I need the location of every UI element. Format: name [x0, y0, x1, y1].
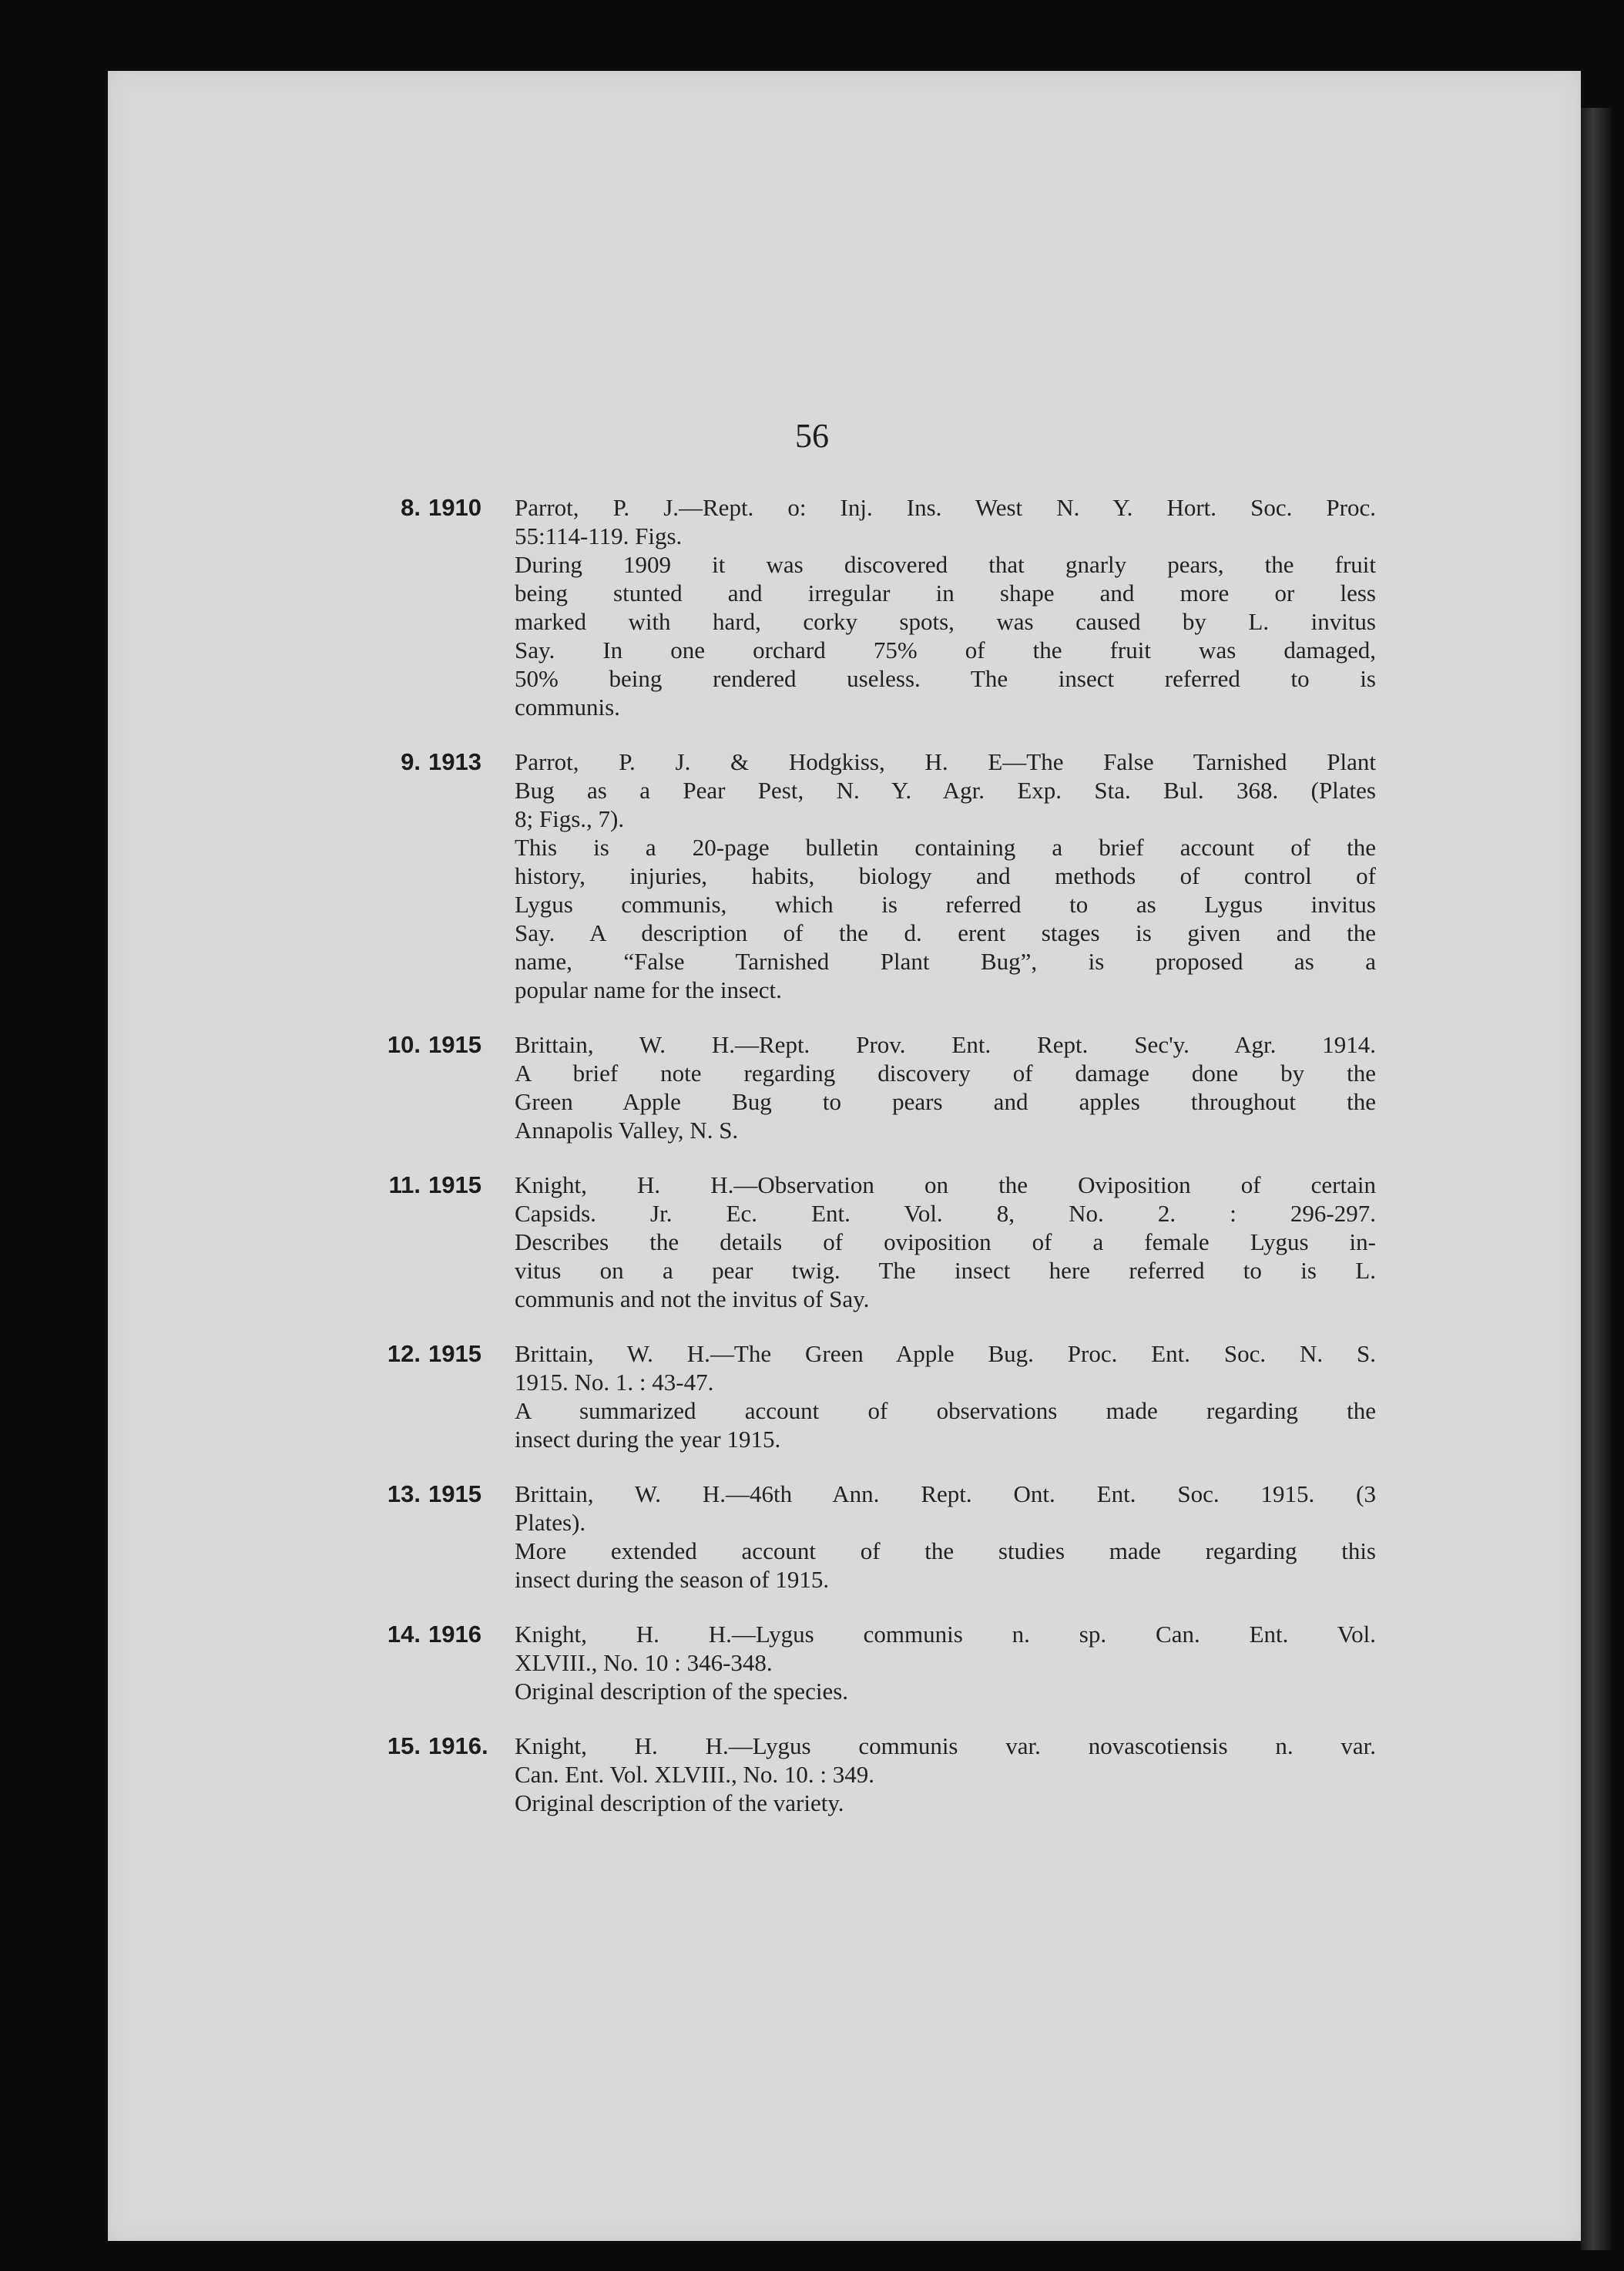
- entry-text-line: insect during the season of 1915.: [515, 1566, 830, 1593]
- entry-number: 12.: [387, 1340, 421, 1367]
- entry-year: 1916: [428, 1621, 481, 1648]
- entry-text-line: Brittain, W. H.—Rept. Prov. Ent. Rept. Sec'y. Agr. 1914.: [515, 1031, 1376, 1058]
- entry-number: 10.: [387, 1031, 421, 1058]
- bibliography-entry: [0, 493, 1624, 721]
- page-number: 56: [795, 417, 829, 455]
- entry-text-line: Say. A description of the d. erent stages is given and the: [515, 919, 1376, 946]
- entry-text-line: 8; Figs., 7).: [515, 805, 625, 832]
- entry-year: 1910: [428, 494, 481, 521]
- entry-text-line: communis.: [515, 694, 620, 721]
- entry-text-line: Green Apple Bug to pears and apples throughout the: [515, 1088, 1376, 1115]
- entry-text-line: being stunted and irregular in shape and more or less: [515, 580, 1376, 606]
- entry-year: 1915: [428, 1480, 481, 1507]
- entry-text-line: Parrot, P. J.—Rept. o: Inj. Ins. West N. Y. Hort. Soc. Proc.: [515, 494, 1376, 521]
- entry-text-line: insect during the year 1915.: [515, 1426, 781, 1453]
- entry-text-line: XLVIII., No. 10 : 346-348.: [515, 1649, 773, 1676]
- entry-text-line: Knight, H. H.—Observation on the Oviposition of certain: [515, 1171, 1376, 1198]
- entry-text-line: Capsids. Jr. Ec. Ent. Vol. 8, No. 2. : 296-297.: [515, 1200, 1376, 1227]
- bibliography-entry: [0, 1030, 1624, 1144]
- entry-text-line: 1915. No. 1. : 43-47.: [515, 1369, 714, 1396]
- entry-year: 1915: [428, 1340, 481, 1367]
- bibliography-entry: [0, 1480, 1624, 1594]
- entry-text-line: Lygus communis, which is referred to as Lygus invitus: [515, 891, 1376, 918]
- entry-text-line: history, injuries, habits, biology and methods of control of: [515, 862, 1376, 889]
- entry-number: 15.: [387, 1732, 421, 1759]
- entry-text-line: marked with hard, corky spots, was caused by L. invitus: [515, 608, 1376, 635]
- entry-number: 13.: [387, 1480, 421, 1507]
- entry-text-line: Brittain, W. H.—46th Ann. Rept. Ont. Ent. Soc. 1915. (3: [515, 1480, 1376, 1507]
- entry-text-line: Knight, H. H.—Lygus communis n. sp. Can. Ent. Vol.: [515, 1621, 1376, 1648]
- bibliography-entry: [0, 1171, 1624, 1313]
- bibliography-list: [0, 493, 1624, 1843]
- bibliography-entry: [0, 747, 1624, 1004]
- entry-year: 1915: [428, 1171, 481, 1198]
- entry-number: 8.: [401, 494, 421, 521]
- entry-text-line: Say. In one orchard 75% of the fruit was damaged,: [515, 637, 1376, 663]
- entry-text-line: popular name for the insect.: [515, 976, 782, 1003]
- bibliography-entry: [0, 1732, 1624, 1817]
- entry-text-line: A summarized account of observations made regarding the: [515, 1397, 1376, 1424]
- bibliography-entry: [0, 1620, 1624, 1705]
- entry-text-line: Brittain, W. H.—The Green Apple Bug. Proc. Ent. Soc. N. S.: [515, 1340, 1376, 1367]
- entry-text-line: Knight, H. H.—Lygus communis var. novascotiensis n. var.: [515, 1732, 1376, 1759]
- entry-text-line: Annapolis Valley, N. S.: [515, 1117, 739, 1144]
- entry-year: 1916.: [428, 1732, 488, 1759]
- entry-text-line: Describes the details of oviposition of a female Lygus in-: [515, 1228, 1376, 1255]
- entry-text-line: 55:114-119. Figs.: [515, 522, 683, 549]
- entry-text-line: 50% being rendered useless. The insect referred to is: [515, 665, 1376, 692]
- entry-text-line: Plates).: [515, 1509, 586, 1536]
- entry-text-line: vitus on a pear twig. The insect here referred to is L.: [515, 1257, 1376, 1284]
- bibliography-entry: [0, 1339, 1624, 1453]
- entry-number: 9.: [401, 748, 421, 775]
- entry-number: 11.: [388, 1171, 421, 1198]
- entry-text-line: Parrot, P. J. & Hodgkiss, H. E—The False Tarnished Plant: [515, 748, 1376, 775]
- entry-text-line: This is a 20-page bulletin containing a brief account of the: [515, 834, 1376, 861]
- entry-text-line: communis and not the invitus of Say.: [515, 1285, 870, 1312]
- entry-text-line: Original description of the species.: [515, 1678, 849, 1705]
- entry-number: 14.: [387, 1621, 421, 1648]
- entry-text-line: Bug as a Pear Pest, N. Y. Agr. Exp. Sta. Bul. 368. (Plates: [515, 777, 1376, 804]
- entry-text-line: A brief note regarding discovery of damage done by the: [515, 1060, 1376, 1087]
- entry-text-line: Can. Ent. Vol. XLVIII., No. 10. : 349.: [515, 1761, 875, 1788]
- entry-text-line: During 1909 it was discovered that gnarly pears, the fruit: [515, 551, 1376, 578]
- entry-text-line: name, “False Tarnished Plant Bug”, is proposed as a: [515, 948, 1376, 975]
- entry-year: 1913: [428, 748, 481, 775]
- entry-text-line: More extended account of the studies made regarding this: [515, 1537, 1376, 1564]
- entry-text-line: Original description of the variety.: [515, 1789, 844, 1816]
- entry-year: 1915: [428, 1031, 481, 1058]
